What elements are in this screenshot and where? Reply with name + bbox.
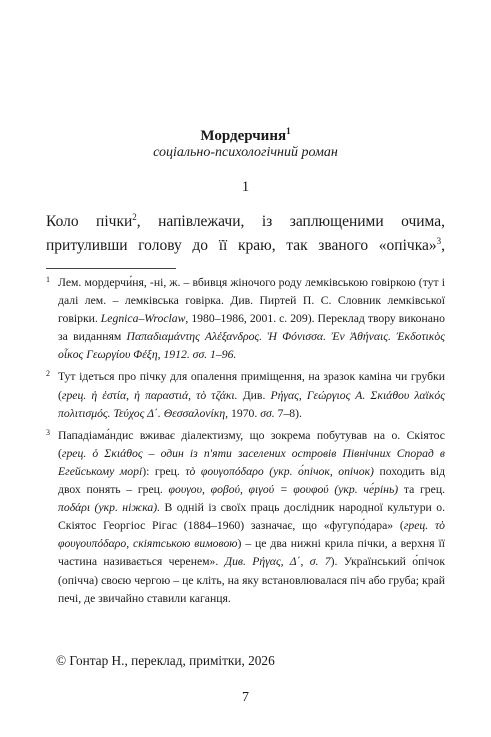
body-text-part: , напівлежачи, із заплющеними очима, притуливши голову до її краю, так званого «опічка» — [46, 213, 445, 254]
footnote-text: ). Український о́пічок (опічча) своєю чергою – це кліть, на яку встановлювалася піч або груба; край печі, де звичайно ставили каганця. — [58, 555, 446, 605]
page-subtitle: соціально-психологічний роман — [153, 145, 338, 160]
footnote-italic: грец. ὁ Σκιάθος – один із п'яти заселених островів Північних Спорад в Егейському морі — [58, 446, 445, 478]
body-text-part: Коло пічки — [46, 213, 133, 230]
footnotes — [46, 274, 445, 612]
title-text: Мордерчиня — [200, 128, 287, 144]
footnote-text: Тут ідеться про пічку для опалення приміщення, на зразок каміна чи грубки ( — [58, 370, 445, 402]
title-footnote-ref: 1 — [286, 126, 291, 136]
footnote-ref-3: 3 — [436, 235, 442, 246]
footnote-divider — [46, 268, 176, 269]
footnote-italic: грец. ἡ ἑστία, ἡ παραστιά, τὸ τζάκι. — [61, 388, 238, 402]
footnote-text: та грец. — [398, 483, 445, 497]
footnote-italic: грец. τὸ φουγουπόδαρο, скіятською вимовою — [58, 519, 446, 551]
body-paragraph — [46, 210, 445, 258]
footnote-text: 7–8). — [274, 406, 302, 420]
footnote-italic: Παπαδιαμάντης Αλέξανδρος. Ἡ Φόνισσα. Ἐν Ἀθήναις. Ἐκδοτικὸς οἶκος Γεωργίου Φέξη, 1912. σσ. 1–96. — [58, 330, 445, 362]
footnote-text: В одній із своїх праць дослідник народної культури о. Скіятос Георгіос Рігас (1884–1960) зазначає, що «фугупо́дара» ( — [58, 501, 445, 533]
footnote-text: походить від двох понять – грец. — [58, 464, 446, 497]
footnote-italic: Див. Ρήγας, Δ΄, σ. 7 — [224, 555, 331, 569]
chapter-number: 1 — [241, 179, 250, 195]
footnote-number: 1 — [46, 275, 50, 284]
footnote-text: Пападіама́ндис вживає діалектизму, що зокрема побутував на о. Скіятос ( — [58, 428, 445, 460]
footnote-text: ): грец. — [142, 464, 186, 478]
footnote-text: , 1980–1986, 2001. с. 209). Переклад твору виконано за виданням — [58, 312, 445, 344]
footnote-text: Лем. мордерчи́ня, -ні, ж. – вбивця жіночого роду лемківською говіркою (тут і далі лем. – лемківська говірка. Див. Пиртей П. С. Словник лемківської говірки. — [58, 276, 445, 326]
footnote-italic: Ρήγας, Γεώργιος Α. Σκιάθου λαϊκός πολιτισμός. Τεύχος Δ΄. Θεσσαλονίκη, — [58, 388, 445, 420]
footnote-text: 1970. — [228, 406, 261, 420]
footnote-2 — [46, 368, 445, 422]
body-text-part: , — [441, 237, 445, 254]
footnote-number: 2 — [46, 369, 50, 379]
footnote-italic: Legnica–Wroclaw — [100, 312, 186, 326]
footnote-italic: ποδάρι (укр. ніжка). — [58, 501, 161, 515]
footnote-text: ) – це два нижні крила пічки, а верхня її частина називається черенем». — [58, 537, 445, 569]
page-title — [46, 126, 445, 145]
footnote-italic: τὸ φουγοπόδαρο (укр. о́пічок, опічок) — [185, 464, 374, 478]
footnote-1 — [46, 274, 445, 364]
footnote-italic: σσ. — [260, 406, 275, 420]
copyright-line: © Гонтар Н., переклад, примітки, 2026 — [56, 653, 275, 668]
footnote-ref-2: 2 — [132, 211, 137, 222]
page-number: 7 — [242, 690, 249, 705]
footnote-3 — [46, 427, 445, 608]
book-page — [46, 0, 445, 737]
footnote-italic: φουγου, φοβού, φιγού = φουφού (укр. че́рінь) — [168, 483, 399, 497]
footnote-number: 3 — [46, 427, 50, 437]
footnote-text: Див. — [237, 388, 271, 402]
